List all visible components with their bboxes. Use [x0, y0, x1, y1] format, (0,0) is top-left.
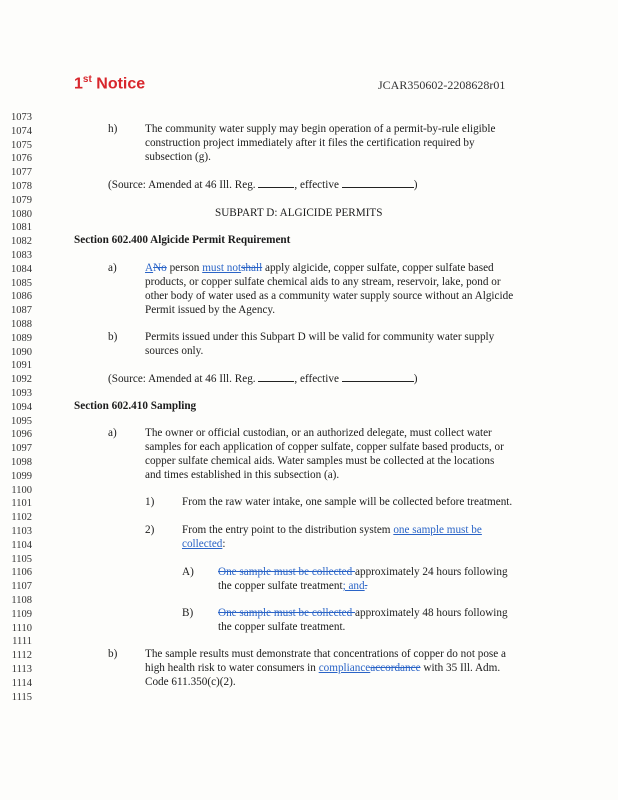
item-2-text: From the entry point to the distribution system one sample must be [182, 524, 482, 536]
section-heading: Section 602.400 Algicide Permit Requirement [74, 234, 291, 246]
line-number: 1092 [11, 374, 32, 386]
line-number: 1096 [11, 429, 32, 441]
item-label-b: b) [108, 648, 118, 660]
item-label-2: 2) [145, 524, 155, 536]
paragraph-b-line: sources only. [145, 345, 204, 357]
line-number: 1108 [11, 595, 32, 606]
line-number: 1085 [11, 277, 32, 289]
line-number: 1102 [11, 512, 32, 524]
paragraph-h-line: construction project immediately after it files the certification required by [145, 137, 475, 149]
line-number: 1086 [11, 291, 32, 303]
paragraph-b-line: Code 611.350(c)(2). [145, 676, 236, 688]
line-number: 1088 [11, 319, 32, 330]
line-number: 1087 [11, 305, 32, 317]
paragraph-b-line: high health risk to water consumers in complianceaccordance with 35 Ill. Adm. [145, 662, 501, 674]
paragraph-a-line: copper sulfate chemical aids. Water samples must be collected at the locations [145, 455, 495, 467]
line-number: 1094 [11, 401, 32, 413]
line-number: 1104 [11, 539, 32, 551]
paragraph-a-line: ANo person must notshall apply algicide, copper sulfate, copper sulfate based [145, 262, 494, 274]
line-number: 1074 [11, 125, 32, 137]
line-number: 1084 [11, 263, 32, 275]
line-number: 1113 [11, 664, 32, 675]
item-A-text: the copper sulfate treatment; and. [218, 580, 368, 592]
paragraph-h-line: The community water supply may begin operation of a permit-by-rule eligible [145, 123, 496, 135]
paragraph-b-line: Permits issued under this Subpart D will be valid for community water supply [145, 331, 495, 343]
paragraph-a-line: samples for each application of copper sulfate, copper sulfate based products, or [145, 441, 504, 453]
line-number: 1107 [11, 581, 32, 593]
line-number: 1073 [11, 112, 32, 123]
section-heading: Section 602.410 Sampling [74, 400, 197, 412]
paragraph-a-line: products, or copper sulfate chemical aids to any stream, reservoir, lake, pond or [145, 276, 501, 288]
source-note: (Source: Amended at 46 Ill. Reg. , effective ) [108, 373, 418, 385]
line-number: 1075 [11, 139, 32, 151]
item-label-B: B) [182, 607, 194, 619]
line-number: 1079 [11, 194, 32, 206]
item-label-b: b) [108, 331, 118, 343]
document-code: JCAR350602-2208628r01 [378, 78, 506, 92]
item-2-text: collected: [182, 538, 226, 550]
item-1-text: From the raw water intake, one sample will be collected before treatment. [182, 496, 513, 508]
line-number: 1090 [11, 346, 32, 358]
line-number: 1110 [11, 622, 32, 634]
line-number: 1111 [12, 636, 32, 648]
paragraph-a-line: and times established in this subsection (a). [145, 469, 340, 481]
line-number: 1081 [11, 222, 32, 234]
item-B-text: the copper sulfate treatment. [218, 621, 346, 633]
line-number: 1078 [11, 181, 32, 192]
line-number: 1082 [11, 236, 32, 248]
line-number: 1089 [11, 332, 32, 344]
line-number: 1099 [11, 470, 32, 482]
line-number: 1105 [11, 553, 32, 565]
line-number: 1101 [11, 498, 32, 510]
line-number: 1112 [11, 650, 32, 662]
line-number: 1103 [11, 526, 32, 537]
item-B-text: One sample must be collected approximately 48 hours following [218, 607, 508, 619]
line-number: 1106 [11, 567, 32, 579]
paragraph-a-line: The owner or official custodian, or an authorized delegate, must collect water [145, 427, 492, 439]
source-note: (Source: Amended at 46 Ill. Reg. , effective ) [108, 179, 418, 191]
line-number: 1091 [11, 360, 32, 372]
subpart-heading: SUBPART D: ALGICIDE PERMITS [215, 207, 383, 219]
line-number: 1114 [11, 677, 32, 689]
line-number: 1109 [11, 608, 32, 620]
line-number: 1077 [11, 167, 32, 179]
paragraph-h-line: subsection (g). [145, 151, 211, 163]
line-number: 1095 [11, 415, 32, 427]
line-number: 1080 [11, 208, 32, 220]
line-number: 1115 [11, 691, 32, 703]
line-number: 1100 [11, 484, 32, 496]
paragraph-b-line: The sample results must demonstrate that concentrations of copper do not pose a [145, 648, 507, 660]
paragraph-a-line: Permit issued by the Agency. [145, 304, 276, 316]
item-A-text: One sample must be collected approximately 24 hours following [218, 566, 508, 578]
line-number: 1093 [11, 388, 32, 399]
paragraph-a-line: other body of water used as a community water supply source without an Algicide [145, 290, 514, 302]
item-label-h: h) [108, 123, 118, 135]
line-number: 1097 [11, 443, 32, 455]
item-label-a: a) [108, 262, 117, 274]
item-label-1: 1) [145, 496, 155, 508]
line-number: 1076 [11, 153, 32, 165]
line-number: 1098 [11, 457, 32, 468]
item-label-a: a) [108, 427, 117, 439]
line-number: 1083 [11, 250, 32, 261]
notice-title: 1st Notice [74, 74, 146, 93]
item-label-A: A) [182, 566, 194, 578]
